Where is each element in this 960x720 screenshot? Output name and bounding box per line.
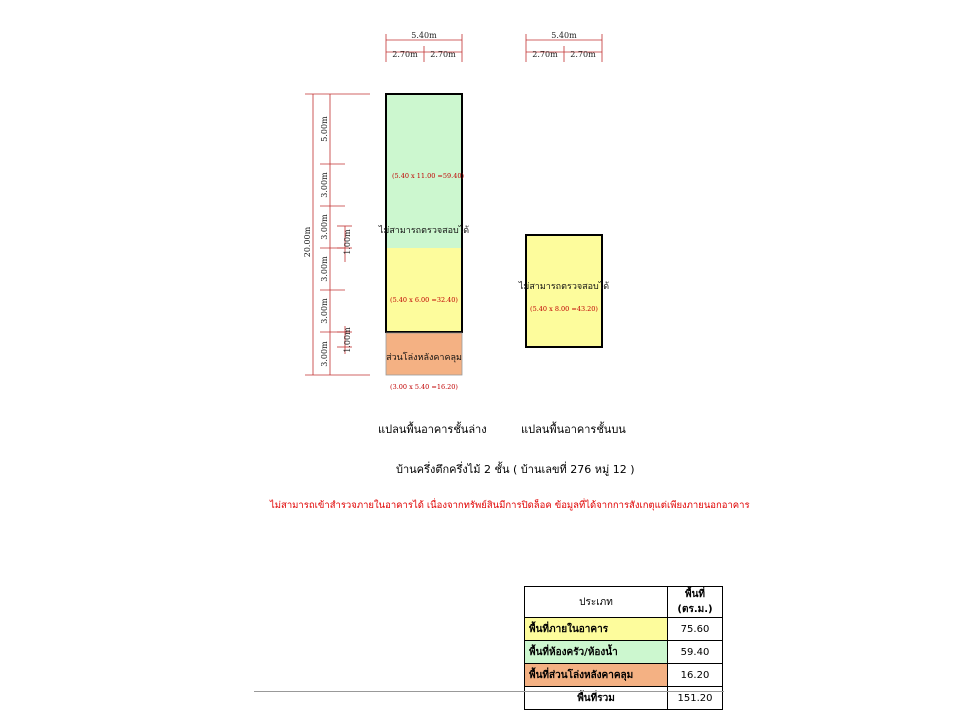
row-label: พื้นที่ภายในอาคาร — [525, 618, 668, 641]
row-value: 59.40 — [668, 641, 723, 664]
ground-green-formula: (5.40 x 11.00 =59.40) — [391, 172, 465, 180]
upper-formula: (5.40 x 8.00 =43.20) — [530, 305, 598, 313]
ground-orange-label: ส่วนโล่งหลังคาคลุม — [386, 353, 462, 363]
upper-top-total: 5.40m — [551, 31, 577, 40]
ground-left-seg-4: 3.00m — [320, 256, 329, 282]
ground-left-seg-6: 3.00m — [320, 341, 329, 367]
ground-left-seg-2: 3.00m — [320, 172, 329, 198]
survey-notice: ไม่สามารถเข้าสำรวจภายในอาคารได้ เนื่องจากทรัพย์สินมีการปิดล็อค ข้อมูลที่ได้จากการสังเกตุแต่เพียงภายนอกอาคาร — [270, 500, 750, 511]
ground-left-seg-3: 3.00m — [320, 214, 329, 240]
row-label: พื้นที่ส่วนโล่งหลังคาคลุม — [525, 664, 668, 687]
row-value: 75.60 — [668, 618, 723, 641]
table-total-row — [525, 687, 723, 710]
table-row — [525, 641, 723, 664]
ground-left-seg-5: 3.00m — [320, 298, 329, 324]
ground-inner-mark-2: 1.00m — [343, 327, 352, 353]
upper-label: ไม่สามารถตรวจสอบได้ — [518, 282, 610, 292]
ground-yellow-formula: (5.40 x 6.00 =32.40) — [390, 296, 458, 304]
ground-left-dimensions — [305, 94, 370, 375]
ground-top-left: 2.70m — [392, 50, 418, 59]
ground-left-seg-1: 5.00m — [320, 116, 329, 142]
upper-top-right: 2.70m — [570, 50, 596, 59]
ground-inner-mark-1: 1.00m — [343, 229, 352, 255]
ground-orange-formula: (3.00 x 5.40 =16.20) — [390, 383, 458, 391]
ground-green-label: ไม่สามารถตรวจสอบได้ — [378, 226, 470, 236]
header-area: พื้นที่ (ตร.ม.) — [668, 587, 723, 618]
upper-floor-caption: แปลนพื้นอาคารชั้นบน — [521, 423, 626, 436]
row-value: 16.20 — [668, 664, 723, 687]
total-label: พื้นที่รวม — [525, 687, 668, 710]
building-title: บ้านครึ่งตึกครึ่งไม้ 2 ชั้น ( บ้านเลขที่ 276 หมู่ 12 ) — [396, 463, 635, 476]
row-label: พื้นที่ห้องครัว/ห้องน้ำ — [525, 641, 668, 664]
footer-rule — [254, 691, 724, 692]
ground-top-total: 5.40m — [411, 31, 437, 40]
header-type: ประเภท — [525, 587, 668, 618]
ground-top-right: 2.70m — [430, 50, 456, 59]
ground-left-total: 20.00m — [303, 226, 312, 258]
table-row — [525, 618, 723, 641]
total-value: 151.20 — [668, 687, 723, 710]
table-header-row — [525, 587, 723, 618]
ground-green-zone — [386, 94, 462, 248]
table-row — [525, 664, 723, 687]
upper-top-left: 2.70m — [532, 50, 558, 59]
ground-yellow-zone — [386, 248, 462, 332]
ground-floor-caption: แปลนพื้นอาคารชั้นล่าง — [378, 423, 487, 436]
